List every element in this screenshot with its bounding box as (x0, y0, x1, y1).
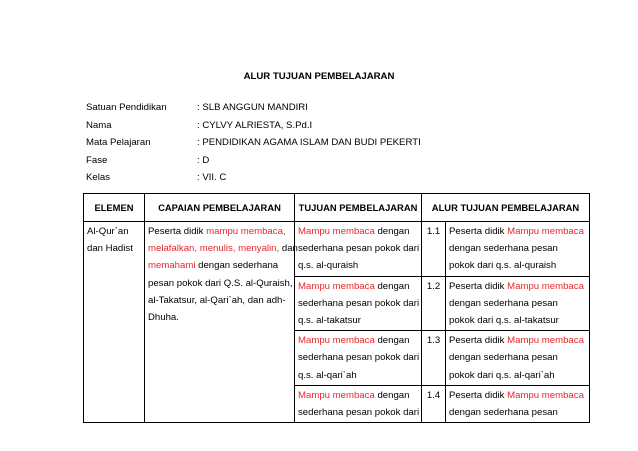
text-line: pokok dari q.s. al-quraish (449, 260, 557, 272)
header-capaian: CAPAIAN PEMBELAJARAN (145, 194, 295, 222)
text: Peserta didik (449, 226, 508, 237)
text-line (298, 387, 418, 404)
text-line: dan Hadist (87, 243, 133, 255)
text-line (148, 257, 291, 274)
cell-tujuan (295, 331, 422, 386)
text-line (449, 332, 586, 349)
text-line: dengan sederhana pesan (449, 407, 558, 419)
meta-row-satuan (86, 99, 421, 117)
text-line: sederhana pesan pokok dari (298, 297, 420, 309)
table-header-row (84, 194, 590, 222)
text: dengan (374, 389, 410, 401)
text-line: Al-Qur`an (87, 226, 129, 237)
cell-number: 1.3 (422, 331, 446, 386)
text-line (298, 332, 418, 349)
cell-tujuan (295, 385, 422, 422)
meta-row-fase (86, 152, 421, 170)
text-line: pokok dari q.s. al-takatsur (449, 315, 559, 327)
highlight-text: Mampu membaca (298, 335, 375, 347)
meta-value: : SLB ANGGUN MANDIRI (197, 102, 308, 114)
cell-capaian (145, 222, 298, 423)
learning-objectives-table (83, 193, 590, 423)
highlight-text: melafalkan, menulis, menyalin, (148, 243, 280, 255)
table-row (84, 222, 590, 277)
text: dengan sederhana (195, 260, 279, 272)
text-line: q.s. al-quraish (298, 260, 359, 272)
text: Peserta didik (449, 280, 508, 292)
highlight-text: Mampu membaca (507, 389, 584, 401)
text-line (449, 278, 586, 295)
meta-row-mapel (86, 134, 421, 152)
text-line (148, 223, 291, 240)
text-line (449, 223, 586, 240)
cell-alur (446, 331, 590, 386)
text-line: pokok dari q.s. al-qari`ah (449, 369, 555, 381)
text-line (449, 387, 586, 404)
text-line: sederhana pesan pokok dari (298, 243, 420, 255)
header-tujuan: TUJUAN PEMBELAJARAN (295, 194, 422, 222)
cell-alur (446, 222, 590, 277)
highlight-text: Mampu membaca (507, 226, 584, 237)
text: Peserta didik (449, 335, 508, 347)
cell-alur (446, 276, 590, 331)
text: dengan (374, 226, 410, 237)
text-line: dengan sederhana pesan (449, 297, 558, 309)
meta-info (86, 99, 421, 187)
text-line: Dhuha. (148, 312, 179, 324)
text-line: q.s. al-qari`ah (298, 369, 357, 381)
text-line: dengan sederhana pesan (449, 352, 558, 364)
highlight-text: Mampu membaca (298, 389, 375, 401)
text: dengan (374, 280, 410, 292)
highlight-text: Mampu membaca (298, 226, 375, 237)
text: dan (279, 243, 298, 255)
text-line (148, 240, 298, 257)
meta-label: Mata Pelajaran (86, 137, 151, 149)
cell-number: 1.1 (422, 222, 446, 277)
cell-number: 1.4 (422, 385, 446, 422)
cell-tujuan (295, 222, 422, 277)
cell-number: 1.2 (422, 276, 446, 331)
highlight-text: Mampu membaca (507, 280, 584, 292)
text-line: q.s. al-takatsur (298, 315, 361, 327)
text-line (298, 223, 418, 240)
text-line: dengan sederhana pesan (449, 243, 558, 255)
highlight-text: memahami (148, 260, 196, 272)
text-line: al-Takatsur, al-Qari`ah, dan adh- (148, 294, 286, 306)
meta-value: : VII. C (197, 172, 227, 184)
header-alur: ALUR TUJUAN PEMBELAJARAN (422, 194, 590, 222)
meta-value: : CYLVY ALRIESTA, S.Pd.I (197, 119, 313, 131)
highlight-text: Mampu membaca (507, 335, 584, 347)
highlight-text: Mampu membaca (298, 280, 375, 292)
meta-label: Kelas (86, 172, 110, 184)
meta-value: : D (197, 154, 210, 166)
header-elemen: ELEMEN (84, 194, 145, 222)
text: Peserta didik (148, 226, 207, 237)
highlight-text: mampu membaca, (206, 226, 286, 237)
cell-alur (446, 385, 590, 422)
text-line (298, 278, 418, 295)
meta-label: Satuan Pendidikan (86, 102, 167, 114)
meta-row-nama (86, 117, 421, 135)
text-line: sederhana pesan pokok dari (298, 407, 420, 419)
document-title: ALUR TUJUAN PEMBELAJARAN (243, 71, 395, 82)
meta-label: Nama (86, 119, 112, 131)
text: Peserta didik (449, 389, 508, 401)
meta-value: : PENDIDIKAN AGAMA ISLAM DAN BUDI PEKERTI (197, 137, 421, 149)
meta-row-kelas (86, 169, 421, 187)
meta-label: Fase (86, 154, 108, 166)
text-line: sederhana pesan pokok dari (298, 352, 420, 364)
cell-elemen (84, 222, 145, 423)
cell-tujuan (295, 276, 422, 331)
text-line: pesan pokok dari Q.S. al-Quraish, (148, 277, 293, 289)
text: dengan (374, 335, 410, 347)
